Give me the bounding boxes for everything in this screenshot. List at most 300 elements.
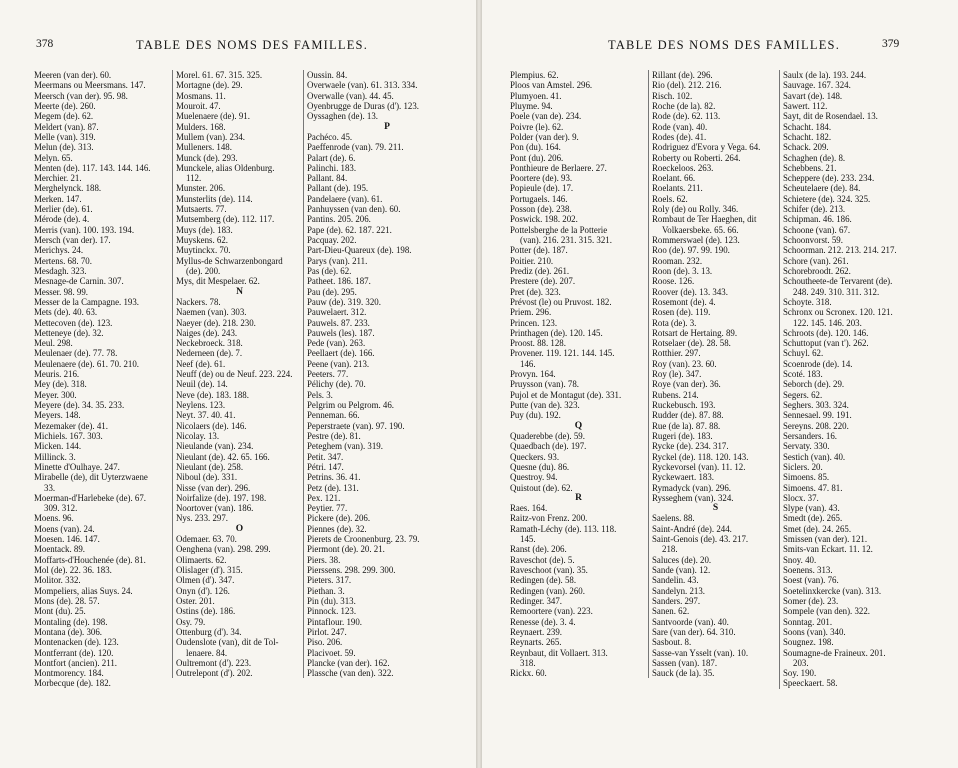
index-entry: Mortagne (de). 29. bbox=[176, 80, 243, 91]
index-entry: Schroots (de). 120. 146. bbox=[783, 327, 869, 338]
index-entry: Rymadyck (van). 296. bbox=[652, 482, 732, 493]
index-entry: Raitz-von Frenz. 200. bbox=[510, 513, 588, 524]
index-entry: Meeren (van der). 60. bbox=[34, 70, 112, 80]
index-entry: Nackers. 78. bbox=[176, 296, 221, 307]
index-entry: Mérode (de). 4. bbox=[34, 214, 90, 225]
index-entry: 248. 249. 310. 311. 312. bbox=[793, 286, 880, 297]
index-entry: Rickx. 60. bbox=[510, 668, 547, 679]
index-entry: Melle (van). 319. bbox=[34, 131, 96, 142]
index-entry: Pierets de Croonenburg. 23. 79. bbox=[307, 534, 420, 545]
index-entry: Sauvage. 167. 324. bbox=[783, 80, 851, 91]
index-entry: Mouroit. 47. bbox=[176, 100, 221, 111]
index-entry: Pauwels. 87. 233. bbox=[307, 317, 370, 328]
index-entry: Puy (du). 192. bbox=[510, 410, 561, 421]
index-entry: Messer. 98. 99. bbox=[34, 286, 88, 297]
index-entry: Pottelsberghe de la Potterie bbox=[510, 224, 608, 235]
index-entry: Rotselaer (de). 28. 58. bbox=[652, 338, 731, 349]
section-letter: N bbox=[236, 286, 243, 297]
index-entry: Smits-van Eckart. 11. 12. bbox=[783, 544, 873, 555]
index-entry: Olmen (d'). 347. bbox=[176, 575, 235, 586]
index-entry: Muelenaere (de). 91. bbox=[176, 111, 250, 122]
index-entry: Schoyte. 318. bbox=[783, 296, 832, 307]
index-entry: Minette d'Oulhaye. 247. bbox=[34, 461, 120, 472]
index-entry: Sersanders. 16. bbox=[783, 430, 837, 441]
index-entry: Mompeliers, alias Suys. 24. bbox=[34, 585, 133, 596]
index-entry: Meerte (de). 260. bbox=[34, 100, 96, 111]
index-entry: Sandelyn. 213. bbox=[652, 585, 705, 596]
index-entry: Prediz (de). 261. bbox=[510, 265, 570, 276]
index-entry: Slype (van). 43. bbox=[783, 503, 840, 514]
index-entry: Somer (de). 23. bbox=[783, 595, 839, 606]
index-entry: Patheet. 186. 187. bbox=[307, 276, 371, 287]
index-entry: Piso. 206. bbox=[307, 637, 343, 648]
index-entry: Saluces (de). 20. bbox=[652, 554, 712, 565]
index-entry: 112. bbox=[186, 173, 202, 184]
index-entry: Soy. 190. bbox=[783, 668, 817, 679]
index-entry: Sougnez. 198. bbox=[783, 637, 834, 648]
index-entry: Pieters. 317. bbox=[307, 575, 352, 586]
index-entry: Saint-Genois (de). 43. 217. bbox=[652, 534, 749, 545]
index-entry: Ruckebusch. 193. bbox=[652, 400, 716, 410]
index-entry: Sawert. 112. bbox=[783, 100, 828, 111]
index-entry: Sompele (van den). 322. bbox=[783, 606, 871, 617]
index-entry: Nieulant (de). 258. bbox=[176, 461, 244, 472]
index-entry: Moens (van). 24. bbox=[34, 523, 95, 534]
index-entry: (de). 200. bbox=[186, 265, 221, 276]
index-entry: Schipman. 46. 186. bbox=[783, 214, 852, 225]
index-entry: Munckele, alias Oldenburg. bbox=[176, 162, 275, 173]
index-entry: Mulleners. 148. bbox=[176, 142, 232, 153]
index-entry: Michiels. 167. 303. bbox=[34, 430, 103, 441]
index-entry: Pede (van). 263. bbox=[307, 338, 366, 349]
index-entry: Muyskens. 62. bbox=[176, 235, 229, 245]
index-entry: Pret (de). 323. bbox=[510, 286, 561, 297]
index-entry: Osy. 79. bbox=[176, 616, 206, 627]
index-entry: Neckebroeck. 318. bbox=[176, 338, 243, 349]
index-entry: Schoone (van). 67. bbox=[783, 224, 851, 235]
index-entry: Schaghen (de). 8. bbox=[783, 152, 846, 163]
index-entry: Soumagne-de Fraineux. 201. bbox=[783, 647, 886, 658]
index-entry: Part-Dieu-Quareux (de). 198. bbox=[307, 245, 412, 256]
index-entry: Schacht. 182. bbox=[783, 131, 832, 142]
index-entry: Sonntag. 201. bbox=[783, 616, 833, 627]
index-entry: Schoorman. 212. 213. 214. 217. bbox=[783, 245, 897, 256]
index-entry: Scoté. 183. bbox=[783, 369, 823, 380]
index-entry: Popieule (de). 17. bbox=[510, 183, 574, 194]
index-entry: Placivoet. 59. bbox=[307, 647, 356, 658]
index-entry: Smedt (de). 265. bbox=[783, 513, 843, 524]
index-entry: Ponthieure de Berlaere. 27. bbox=[510, 162, 607, 173]
index-entry: Ryckewaert. 183. bbox=[652, 472, 714, 483]
index-entry: Roche (de la). 82. bbox=[652, 100, 716, 111]
index-entry: Piethan. 3. bbox=[307, 585, 345, 596]
index-entry: 218. bbox=[662, 544, 678, 555]
index-entry: Scoenrode (de). 14. bbox=[783, 358, 853, 369]
index-entry: Olimaerts. 62. bbox=[176, 554, 227, 565]
index-entry: Millinck. 3. bbox=[34, 451, 76, 462]
right-page-title: TABLE DES NOMS DES FAMILLES. bbox=[608, 38, 841, 52]
index-entry: Roover (de). 13. 343. bbox=[652, 286, 728, 297]
index-entry: Noirfalize (de). 197. 198. bbox=[176, 492, 267, 503]
index-entry: Oenghena (van). 298. 299. bbox=[176, 544, 271, 555]
index-entry: Montmorency. 184. bbox=[34, 668, 104, 679]
index-entry: Micken. 144. bbox=[34, 441, 82, 452]
index-entry: Poele (van de). 234. bbox=[510, 111, 582, 122]
index-entry: Pauw (de). 319. 320. bbox=[307, 296, 381, 307]
index-entry: Paeffenrode (van). 79. 211. bbox=[307, 142, 404, 153]
index-entry: Melun (de). 313. bbox=[34, 142, 94, 153]
index-entry: Poitier. 210. bbox=[510, 255, 554, 266]
index-entry: Peteghem (van). 319. bbox=[307, 441, 383, 452]
index-entry: Overwaele (van). 61. 313. 334. bbox=[307, 80, 418, 91]
index-entry: Montaling (de). 198. bbox=[34, 616, 108, 627]
index-entry: Neyt. 37. 40. 41. bbox=[176, 410, 236, 421]
index-entry: Meulenaer (de). 77. 78. bbox=[34, 348, 118, 359]
right-index-column-1 bbox=[510, 70, 647, 678]
index-entry: Muytinckx. 70. bbox=[176, 245, 231, 256]
left-index-column-2 bbox=[172, 70, 303, 678]
index-entry: Rosen (de). 119. bbox=[652, 307, 711, 318]
index-entry: Mulders. 168. bbox=[176, 121, 226, 132]
index-entry: Ramath-Léchy (de). 113. 118. bbox=[510, 523, 617, 534]
index-entry: Rotsart de Hertaing. 89. bbox=[652, 327, 738, 338]
section-letter: P bbox=[384, 121, 390, 132]
index-entry: Rudder (de). 87. 88. bbox=[652, 410, 724, 421]
index-entry: Pex. 121. bbox=[307, 492, 341, 503]
index-entry: Mirabelle (de), dit Uyterzwaene bbox=[34, 472, 148, 483]
index-entry: Mertens. 68. 70. bbox=[34, 255, 92, 266]
index-entry: Sasbout. 8. bbox=[652, 637, 692, 648]
index-entry: Moens. 96. bbox=[34, 513, 74, 524]
index-entry: Moerman-d'Harlebeke (de). 67. bbox=[34, 492, 146, 503]
index-entry: Provener. 119. 121. 144. 145. bbox=[510, 348, 615, 359]
index-entry: Rillant (de). 296. bbox=[652, 70, 713, 80]
index-entry: Rode (de). 62. 113. bbox=[652, 111, 721, 122]
section-letter: O bbox=[235, 523, 244, 534]
index-entry: Olislager (d'). 315. bbox=[176, 565, 243, 575]
index-entry: Rubens. 214. bbox=[652, 389, 699, 400]
index-entry: Prestere (de). 207. bbox=[510, 276, 576, 287]
index-entry: Rysseghem (van). 324. bbox=[652, 492, 734, 503]
index-entry: Poswick. 198. 202. bbox=[510, 214, 578, 225]
index-entry: Rooman. 232. bbox=[652, 255, 703, 266]
index-entry: Pallant (de). 195. bbox=[307, 183, 369, 194]
index-entry: (van). 216. 231. 315. 321. bbox=[520, 235, 612, 245]
index-entry: Saint-André (de). 244. bbox=[652, 523, 732, 534]
index-entry: Odemaer. 63. 70. bbox=[176, 534, 237, 545]
index-entry: Roeckeloos. 263. bbox=[652, 162, 714, 173]
index-entry: Overwalle (van). 44. 45. bbox=[307, 90, 394, 101]
index-entry: Schuyl. 62. bbox=[783, 348, 824, 359]
index-entry: Mont (du). 25. bbox=[34, 606, 86, 617]
index-entry: Santvoorde (van). 40. bbox=[652, 616, 729, 627]
index-entry: Nisse (van der). 296. bbox=[176, 482, 251, 493]
index-entry: Schoonvorst. 59. bbox=[783, 235, 843, 245]
index-entry: Pin (du). 313. bbox=[307, 595, 356, 606]
index-entry: Montenacken (de). 123. bbox=[34, 637, 119, 648]
index-entry: Mutsemberg (de). 112. 117. bbox=[176, 214, 275, 225]
index-entry: Quesne (du). 86. bbox=[510, 461, 570, 472]
index-entry: Posson (de). 238. bbox=[510, 204, 572, 215]
right-page bbox=[482, 0, 958, 768]
index-entry: 203. bbox=[793, 657, 809, 668]
index-entry: Soetelinxkercke (van). 313. bbox=[783, 585, 882, 596]
index-entry: Schoutheete-de Tervarent (de). bbox=[783, 276, 893, 287]
index-entry: Proost. 88. 128. bbox=[510, 338, 566, 349]
index-entry: Ranst (de). 206. bbox=[510, 544, 567, 555]
index-entry: Mettecoven (de). 123. bbox=[34, 317, 113, 328]
index-entry: Montana (de). 306. bbox=[34, 626, 103, 637]
index-entry: Printhagen (de). 120. 145. bbox=[510, 327, 603, 338]
index-entry: Plassche (van den). 322. bbox=[307, 668, 394, 679]
index-entry: Polder (van der). 9. bbox=[510, 131, 579, 142]
index-entry: Rombaut de Ter Haeghen, dit bbox=[652, 214, 757, 225]
index-entry: Parys (van). 211. bbox=[307, 255, 368, 266]
right-page-number: 379 bbox=[882, 38, 900, 50]
index-entry: Priem. 296. bbox=[510, 307, 552, 318]
index-entry: Niboul (de). 331. bbox=[176, 472, 238, 483]
index-entry: Naemen (van). 303. bbox=[176, 307, 247, 318]
index-entry: Munck (de). 293. bbox=[176, 152, 238, 163]
index-entry: Meldert (van). 87. bbox=[34, 121, 99, 132]
index-entry: lenaere. 84. bbox=[186, 647, 228, 658]
index-entry: Nederneen (de). 7. bbox=[176, 348, 243, 359]
index-entry: Reynaert. 239. bbox=[510, 626, 563, 637]
index-entry: Redinger. 347. bbox=[510, 595, 563, 606]
index-entry: Merlier (de). 61. bbox=[34, 204, 93, 215]
index-entry: Schifer (de). 213. bbox=[783, 204, 846, 215]
index-entry: Sereyns. 208. 220. bbox=[783, 420, 849, 431]
index-entry: Moentack. 89. bbox=[34, 544, 86, 555]
index-entry: Meermans ou Meersmans. 147. bbox=[34, 80, 146, 91]
index-entry: Simoens. 85. bbox=[783, 472, 830, 483]
index-entry: Schacht. 184. bbox=[783, 121, 832, 132]
index-entry: Megem (de). 62. bbox=[34, 111, 94, 122]
index-entry: 145. bbox=[520, 534, 536, 545]
index-entry: Roberty ou Roberti. 264. bbox=[652, 152, 741, 163]
index-entry: Prévost (le) ou Pruvost. 182. bbox=[510, 296, 612, 307]
index-entry: Rue (de la). 87. 88. bbox=[652, 420, 721, 431]
index-entry: Peellaert (de). 166. bbox=[307, 348, 375, 359]
index-entry: Pas (de). 62. bbox=[307, 265, 352, 276]
index-entry: Ottenburg (d'). 34. bbox=[176, 626, 242, 637]
index-entry: Montferrant (de). 120. bbox=[34, 647, 114, 658]
index-entry: Morel. 61. 67. 315. 325. bbox=[176, 70, 263, 80]
index-entry: Slocx. 37. bbox=[783, 492, 819, 503]
index-entry: Sestich (van). 40. bbox=[783, 451, 846, 462]
index-entry: Merichys. 24. bbox=[34, 245, 84, 256]
index-entry: Reynarts. 265. bbox=[510, 637, 562, 648]
index-entry: Mullem (van). 234. bbox=[176, 131, 246, 142]
index-entry: Ploos van Amstel. 296. bbox=[510, 80, 593, 91]
index-entry: Pickere (de). 206. bbox=[307, 513, 371, 524]
index-entry: Putte (van de). 323. bbox=[510, 400, 580, 410]
left-index-column-3 bbox=[303, 70, 467, 678]
index-entry: Speeckaert. 58. bbox=[783, 678, 838, 689]
index-entry: Pachéco. 45. bbox=[307, 131, 353, 142]
index-entry: Melyn. 65. bbox=[34, 152, 73, 163]
index-entry: Noortover (van). 186. bbox=[176, 503, 254, 514]
index-entry: Oultremont (d'). 223. bbox=[176, 657, 252, 668]
index-entry: Pacquay. 202. bbox=[307, 235, 357, 245]
index-entry: Schack. 209. bbox=[783, 142, 829, 153]
index-entry: Snoy. 40. bbox=[783, 554, 817, 565]
index-entry: Merghelynck. 188. bbox=[34, 183, 102, 194]
index-entry: Schronx ou Scronex. 120. 121. bbox=[783, 307, 893, 318]
index-entry: Sanen. 62. bbox=[652, 606, 690, 617]
index-entry: Raes. 164. bbox=[510, 503, 548, 514]
index-entry: Sandelin. 43. bbox=[652, 575, 699, 586]
index-entry: Pon (du). 164. bbox=[510, 142, 561, 153]
right-index-column-3 bbox=[779, 70, 946, 689]
index-entry: Redingen (de). 58. bbox=[510, 575, 577, 586]
index-entry: Roose. 126. bbox=[652, 276, 695, 287]
index-entry: Seborch (de). 29. bbox=[783, 379, 845, 390]
index-entry: Pauwelaert. 312. bbox=[307, 307, 367, 318]
index-entry: Messer de la Campagne. 193. bbox=[34, 296, 139, 307]
index-entry: Munster. 206. bbox=[176, 183, 226, 194]
index-entry: 146. bbox=[520, 358, 536, 369]
index-entry: Mesnage-de Carnin. 307. bbox=[34, 276, 124, 287]
index-entry: Petrins. 36. 41. bbox=[307, 472, 361, 483]
index-entry: Mets (de). 40. 63. bbox=[34, 307, 98, 318]
index-entry: Meyer. 300. bbox=[34, 389, 77, 400]
index-entry: Servaty. 330. bbox=[783, 441, 830, 452]
index-entry: Meulenaere (de). 61. 70. 210. bbox=[34, 358, 139, 369]
index-entry: Oussin. 84. bbox=[307, 70, 348, 80]
index-entry: Scheutelaere (de). 84. bbox=[783, 183, 861, 194]
index-entry: Queckers. 93. bbox=[510, 451, 560, 462]
index-entry: Piennes (de). 32. bbox=[307, 523, 367, 534]
index-entry: Saulx (de la). 193. 244. bbox=[783, 70, 867, 80]
index-entry: Redingen (van). 260. bbox=[510, 585, 585, 596]
index-entry: Roy (van). 23. 60. bbox=[652, 358, 717, 369]
index-entry: Neef (de). 61. bbox=[176, 358, 226, 369]
index-entry: Pallant. 84. bbox=[307, 173, 348, 184]
index-entry: Oster. 201. bbox=[176, 595, 215, 606]
index-entry: Roelants. 211. bbox=[652, 183, 703, 194]
index-entry: Naiges (de). 243. bbox=[176, 327, 238, 338]
index-entry: Soenens. 313. bbox=[783, 565, 833, 575]
index-entry: Pont (du). 206. bbox=[510, 152, 564, 163]
index-entry: Ryckevorsel (van). 11. 12. bbox=[652, 461, 746, 472]
index-entry: Moffarts-d'Houchenée (de). 81. bbox=[34, 554, 146, 565]
index-entry: 318. bbox=[520, 657, 536, 668]
index-entry: Quaedbach (de). 197. bbox=[510, 441, 587, 452]
index-entry: Risch. 102. bbox=[652, 90, 693, 101]
index-entry: Volkaersbeke. 65. 66. bbox=[662, 224, 739, 235]
index-entry: Soest (van). 76. bbox=[783, 575, 839, 586]
index-entry: Sasse-van Ysselt (van). 10. bbox=[652, 647, 749, 658]
index-entry: Merris (van). 100. 193. 194. bbox=[34, 224, 135, 235]
index-entry: Mys, dit Mespelaer. 62. bbox=[176, 276, 260, 287]
index-entry: Naeyer (de). 218. 230. bbox=[176, 317, 256, 328]
index-entry: Peytier. 77. bbox=[307, 503, 348, 514]
index-entry: Neve (de). 183. 188. bbox=[176, 389, 249, 400]
left-page-number: 378 bbox=[36, 38, 54, 50]
index-entry: Onyn (d'). 126. bbox=[176, 585, 230, 596]
index-entry: Smet (de). 24. 265. bbox=[783, 523, 852, 534]
index-entry: Sauck (de la). 35. bbox=[652, 668, 715, 679]
index-entry: Potter (de). 187. bbox=[510, 245, 568, 256]
index-entry: Rodriguez d'Evora y Vega. 64. bbox=[652, 142, 761, 153]
index-entry: 122. 145. 146. 203. bbox=[793, 317, 862, 328]
index-entry: 33. bbox=[44, 482, 56, 493]
index-entry: Rommerswael (de). 123. bbox=[652, 235, 740, 245]
index-entry: Nieulant (de). 42. 65. 166. bbox=[176, 451, 270, 462]
index-entry: Merken. 147. bbox=[34, 193, 82, 204]
index-entry: Savart (de). 148. bbox=[783, 90, 843, 101]
index-entry: Sande (van). 12. bbox=[652, 565, 711, 575]
index-entry: 309. 312. bbox=[44, 503, 78, 514]
index-entry: Rycke (de). 234. 317. bbox=[652, 441, 729, 452]
index-entry: Roels. 62. bbox=[652, 193, 688, 204]
index-entry: Montfort (ancien). 211. bbox=[34, 657, 117, 668]
index-entry: Munsterlits (de). 114. bbox=[176, 193, 253, 204]
index-entry: Pélichy (de). 70. bbox=[307, 379, 366, 390]
index-entry: Meuris. 216. bbox=[34, 369, 80, 380]
index-entry: Schuttoput (van t'). 262. bbox=[783, 338, 869, 349]
index-entry: Rosemont (de). 4. bbox=[652, 296, 716, 307]
index-entry: Peene (van). 213. bbox=[307, 358, 370, 369]
index-entry: Rotthier. 297. bbox=[652, 348, 701, 359]
index-entry: Ostins (de). 186. bbox=[176, 606, 236, 617]
index-entry: Pauwels (les). 187. bbox=[307, 327, 375, 338]
index-entry: Roy (le). 347. bbox=[652, 369, 702, 380]
index-entry: Nicolaers (de). 146. bbox=[176, 420, 247, 431]
index-entry: Plumyoen. 41. bbox=[510, 90, 562, 101]
index-entry: Rota (de). 3. bbox=[652, 317, 697, 328]
index-entry: Peeters. 77. bbox=[307, 369, 349, 380]
index-entry: Questroy. 94. bbox=[510, 472, 558, 483]
index-entry: Remoortere (van). 223. bbox=[510, 606, 593, 617]
index-entry: Smissen (van der). 121. bbox=[783, 534, 868, 545]
index-entry: Sayt, dit de Rosendael. 13. bbox=[783, 111, 878, 122]
index-entry: Meersch (van der). 95. 98. bbox=[34, 90, 128, 101]
index-entry: Sanders. 297. bbox=[652, 595, 701, 606]
index-entry: Sennesael. 99. 191. bbox=[783, 410, 852, 421]
index-entry: Neylens. 123. bbox=[176, 400, 226, 410]
index-entry: Pierssens. 298. 299. 300. bbox=[307, 565, 396, 575]
index-entry: Menten (de). 117. 143. 144. 146. bbox=[34, 162, 151, 173]
index-entry: Nys. 233. 297. bbox=[176, 513, 229, 524]
index-entry: Meul. 298. bbox=[34, 338, 73, 349]
index-entry: Mol (de). 22. 36. 183. bbox=[34, 565, 112, 575]
index-entry: Roon (de). 3. 13. bbox=[652, 265, 713, 276]
index-entry: Siclers. 20. bbox=[783, 461, 823, 472]
index-entry: Quistout (de). 62. bbox=[510, 482, 573, 493]
index-entry: Petit. 347. bbox=[307, 451, 344, 462]
index-entry: Schorebroodt. 262. bbox=[783, 265, 851, 276]
index-entry: Pape (de). 62. 187. 221. bbox=[307, 224, 392, 235]
index-entry: Quaderebbe (de). 59. bbox=[510, 430, 585, 441]
index-entry: Mutsaerts. 77. bbox=[176, 204, 227, 215]
index-entry: Peperstraete (van). 97. 190. bbox=[307, 420, 405, 431]
index-entry: Plancke (van der). 162. bbox=[307, 657, 390, 668]
index-entry: Meyers. 148. bbox=[34, 410, 81, 421]
index-entry: Meyere (de). 34. 35. 233. bbox=[34, 400, 125, 410]
index-entry: Myllus-de Schwarzenbongard bbox=[176, 255, 283, 266]
index-entry: Pinnock. 123. bbox=[307, 606, 357, 617]
index-entry: Penneman. 66. bbox=[307, 410, 360, 421]
index-entry: Saelens. 88. bbox=[652, 513, 695, 524]
index-entry: Plempius. 62. bbox=[510, 70, 559, 80]
left-page-title: TABLE DES NOMS DES FAMILLES. bbox=[136, 38, 369, 52]
section-letter: Q bbox=[574, 420, 583, 431]
index-entry: Simoens. 47. 81. bbox=[783, 482, 843, 493]
index-entry: Pau (de). 295. bbox=[307, 286, 357, 297]
index-entry: Pels. 3. bbox=[307, 389, 333, 400]
